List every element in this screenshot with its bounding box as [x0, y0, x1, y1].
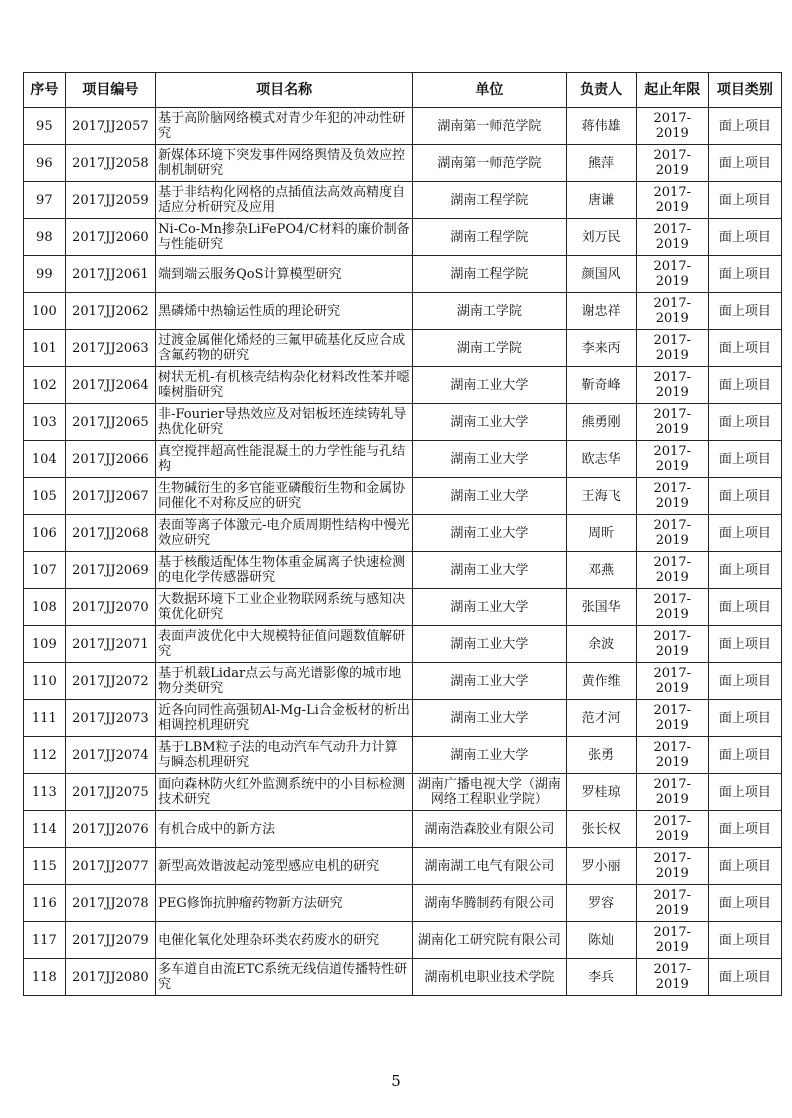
cell-project-id: 2017JJ2063 — [65, 330, 155, 367]
cell-type: 面上项目 — [708, 145, 781, 182]
cell-project-name: 表面声波优化中大规模特征值问题数值解研究 — [156, 626, 413, 663]
cell-type: 面上项目 — [708, 108, 781, 145]
header-name: 项目名称 — [156, 73, 413, 108]
cell-type: 面上项目 — [708, 515, 781, 552]
cell-project-name: 新媒体环境下突发事件网络舆情及负效应控制机制研究 — [156, 145, 413, 182]
table-row — [24, 515, 782, 552]
table-row — [24, 330, 782, 367]
cell-project-name: Ni-Co-Mn掺杂LiFePO4/C材料的廉价制备与性能研究 — [156, 219, 413, 256]
cell-project-name: 大数据环境下工业企业物联网系统与感知决策优化研究 — [156, 589, 413, 626]
cell-project-id: 2017JJ2072 — [65, 663, 155, 700]
cell-project-name: 黑磷烯中热输运性质的理论研究 — [156, 293, 413, 330]
cell-type: 面上项目 — [708, 922, 781, 959]
cell-unit: 湖南工业大学 — [413, 700, 566, 737]
cell-project-name: 近各向同性高强韧Al-Mg-Li合金板材的析出相调控机理研究 — [156, 700, 413, 737]
table-row — [24, 293, 782, 330]
cell-project-name: 基于核酸适配体生物体重金属离子快速检测的电化学传感器研究 — [156, 552, 413, 589]
cell-no: 99 — [24, 256, 66, 293]
page-number: 5 — [391, 1072, 401, 1090]
table-row — [24, 404, 782, 441]
cell-project-id: 2017JJ2059 — [65, 182, 155, 219]
cell-years: 2017-2019 — [636, 478, 708, 515]
cell-no: 115 — [24, 848, 66, 885]
cell-years: 2017-2019 — [636, 811, 708, 848]
cell-project-name: 基于非结构化网格的点插值法高效高精度自适应分析研究及应用 — [156, 182, 413, 219]
cell-project-id: 2017JJ2065 — [65, 404, 155, 441]
cell-project-name: 电催化氧化处理杂环类农药废水的研究 — [156, 922, 413, 959]
table-row — [24, 774, 782, 811]
header-no: 序号 — [24, 73, 66, 108]
cell-project-id: 2017JJ2061 — [65, 256, 155, 293]
cell-no: 95 — [24, 108, 66, 145]
cell-project-name: PEG修饰抗肿瘤药物新方法研究 — [156, 885, 413, 922]
cell-project-id: 2017JJ2078 — [65, 885, 155, 922]
cell-unit: 湖南湖工电气有限公司 — [413, 848, 566, 885]
cell-project-id: 2017JJ2057 — [65, 108, 155, 145]
cell-project-id: 2017JJ2067 — [65, 478, 155, 515]
table-row — [24, 811, 782, 848]
cell-years: 2017-2019 — [636, 885, 708, 922]
header-years: 起止年限 — [636, 73, 708, 108]
cell-type: 面上项目 — [708, 219, 781, 256]
cell-type: 面上项目 — [708, 700, 781, 737]
cell-project-id: 2017JJ2064 — [65, 367, 155, 404]
cell-no: 116 — [24, 885, 66, 922]
cell-project-id: 2017JJ2071 — [65, 626, 155, 663]
table-row — [24, 700, 782, 737]
table-row — [24, 663, 782, 700]
cell-type: 面上项目 — [708, 663, 781, 700]
cell-leader: 陈灿 — [566, 922, 636, 959]
cell-project-id: 2017JJ2079 — [65, 922, 155, 959]
cell-unit: 湖南工程学院 — [413, 182, 566, 219]
table-row — [24, 848, 782, 885]
cell-years: 2017-2019 — [636, 330, 708, 367]
cell-type: 面上项目 — [708, 478, 781, 515]
cell-years: 2017-2019 — [636, 367, 708, 404]
table-row — [24, 367, 782, 404]
cell-leader: 熊萍 — [566, 145, 636, 182]
table-row — [24, 626, 782, 663]
cell-no: 112 — [24, 737, 66, 774]
cell-type: 面上项目 — [708, 367, 781, 404]
cell-years: 2017-2019 — [636, 774, 708, 811]
cell-years: 2017-2019 — [636, 922, 708, 959]
cell-no: 101 — [24, 330, 66, 367]
cell-no: 96 — [24, 145, 66, 182]
cell-project-name: 表面等离子体激元-电介质周期性结构中慢光效应研究 — [156, 515, 413, 552]
cell-leader: 罗小丽 — [566, 848, 636, 885]
cell-type: 面上项目 — [708, 330, 781, 367]
cell-unit: 湖南工程学院 — [413, 256, 566, 293]
cell-unit: 湖南浩森胶业有限公司 — [413, 811, 566, 848]
cell-years: 2017-2019 — [636, 256, 708, 293]
table-row — [24, 552, 782, 589]
cell-years: 2017-2019 — [636, 404, 708, 441]
cell-no: 113 — [24, 774, 66, 811]
header-lead: 负责人 — [566, 73, 636, 108]
cell-no: 102 — [24, 367, 66, 404]
table-row — [24, 441, 782, 478]
cell-years: 2017-2019 — [636, 959, 708, 996]
cell-years: 2017-2019 — [636, 219, 708, 256]
table-row — [24, 256, 782, 293]
cell-leader: 张国华 — [566, 589, 636, 626]
cell-years: 2017-2019 — [636, 848, 708, 885]
cell-no: 106 — [24, 515, 66, 552]
cell-no: 107 — [24, 552, 66, 589]
cell-leader: 李兵 — [566, 959, 636, 996]
table-row — [24, 182, 782, 219]
cell-years: 2017-2019 — [636, 145, 708, 182]
cell-project-id: 2017JJ2060 — [65, 219, 155, 256]
cell-no: 105 — [24, 478, 66, 515]
project-table — [23, 72, 782, 996]
cell-no: 97 — [24, 182, 66, 219]
cell-years: 2017-2019 — [636, 293, 708, 330]
cell-years: 2017-2019 — [636, 737, 708, 774]
cell-leader: 靳奇峰 — [566, 367, 636, 404]
cell-no: 108 — [24, 589, 66, 626]
cell-unit: 湖南机电职业技术学院 — [413, 959, 566, 996]
cell-type: 面上项目 — [708, 885, 781, 922]
cell-leader: 欧志华 — [566, 441, 636, 478]
cell-project-id: 2017JJ2077 — [65, 848, 155, 885]
table-row — [24, 145, 782, 182]
cell-project-id: 2017JJ2062 — [65, 293, 155, 330]
cell-years: 2017-2019 — [636, 552, 708, 589]
table-header-row — [24, 73, 782, 108]
cell-project-name: 过渡金属催化烯烃的三氟甲硫基化反应合成含氟药物的研究 — [156, 330, 413, 367]
cell-project-id: 2017JJ2075 — [65, 774, 155, 811]
cell-project-name: 基于高阶脑网络模式对青少年犯的冲动性研究 — [156, 108, 413, 145]
cell-no: 104 — [24, 441, 66, 478]
table-row — [24, 737, 782, 774]
table-row — [24, 219, 782, 256]
header-unit: 单位 — [413, 73, 566, 108]
cell-project-name: 多车道自由流ETC系统无线信道传播特性研究 — [156, 959, 413, 996]
table-row — [24, 959, 782, 996]
cell-unit: 湖南化工研究院有限公司 — [413, 922, 566, 959]
cell-years: 2017-2019 — [636, 441, 708, 478]
cell-project-name: 有机合成中的新方法 — [156, 811, 413, 848]
cell-type: 面上项目 — [708, 811, 781, 848]
cell-no: 109 — [24, 626, 66, 663]
cell-no: 103 — [24, 404, 66, 441]
cell-project-id: 2017JJ2069 — [65, 552, 155, 589]
cell-leader: 王海飞 — [566, 478, 636, 515]
cell-no: 114 — [24, 811, 66, 848]
cell-no: 98 — [24, 219, 66, 256]
cell-unit: 湖南工业大学 — [413, 552, 566, 589]
cell-leader: 邓燕 — [566, 552, 636, 589]
cell-unit: 湖南工业大学 — [413, 515, 566, 552]
cell-leader: 唐谦 — [566, 182, 636, 219]
table-body — [24, 108, 782, 996]
cell-type: 面上项目 — [708, 182, 781, 219]
cell-project-name: 基于LBM粒子法的电动汽车气动升力计算与瞬态机理研究 — [156, 737, 413, 774]
cell-no: 110 — [24, 663, 66, 700]
cell-project-name: 基于机载Lidar点云与高光谱影像的城市地物分类研究 — [156, 663, 413, 700]
cell-project-name: 生物碱衍生的多官能亚磷酸衍生物和金属协同催化不对称反应的研究 — [156, 478, 413, 515]
table-row — [24, 922, 782, 959]
cell-no: 118 — [24, 959, 66, 996]
cell-type: 面上项目 — [708, 552, 781, 589]
cell-project-name: 面向森林防火红外监测系统中的小目标检测技术研究 — [156, 774, 413, 811]
cell-leader: 罗桂琼 — [566, 774, 636, 811]
cell-leader: 熊勇刚 — [566, 404, 636, 441]
cell-type: 面上项目 — [708, 404, 781, 441]
cell-project-id: 2017JJ2058 — [65, 145, 155, 182]
cell-no: 111 — [24, 700, 66, 737]
cell-project-name: 树状无机-有机核壳结构杂化材料改性苯并噁嗪树脂研究 — [156, 367, 413, 404]
cell-no: 100 — [24, 293, 66, 330]
cell-type: 面上项目 — [708, 774, 781, 811]
cell-leader: 黄作维 — [566, 663, 636, 700]
cell-unit: 湖南工业大学 — [413, 663, 566, 700]
cell-years: 2017-2019 — [636, 700, 708, 737]
cell-years: 2017-2019 — [636, 589, 708, 626]
cell-years: 2017-2019 — [636, 626, 708, 663]
cell-unit: 湖南工业大学 — [413, 478, 566, 515]
cell-type: 面上项目 — [708, 589, 781, 626]
cell-project-id: 2017JJ2068 — [65, 515, 155, 552]
cell-project-name: 端到端云服务QoS计算模型研究 — [156, 256, 413, 293]
cell-unit: 湖南工业大学 — [413, 367, 566, 404]
cell-unit: 湖南工业大学 — [413, 626, 566, 663]
cell-unit: 湖南广播电视大学（湖南网络工程职业学院） — [413, 774, 566, 811]
cell-leader: 余波 — [566, 626, 636, 663]
cell-leader: 李来丙 — [566, 330, 636, 367]
cell-project-id: 2017JJ2076 — [65, 811, 155, 848]
cell-leader: 范才河 — [566, 700, 636, 737]
cell-years: 2017-2019 — [636, 108, 708, 145]
cell-years: 2017-2019 — [636, 515, 708, 552]
cell-no: 117 — [24, 922, 66, 959]
cell-unit: 湖南工程学院 — [413, 219, 566, 256]
cell-unit: 湖南工学院 — [413, 293, 566, 330]
cell-unit: 湖南第一师范学院 — [413, 108, 566, 145]
cell-unit: 湖南第一师范学院 — [413, 145, 566, 182]
cell-unit: 湖南工业大学 — [413, 404, 566, 441]
cell-unit: 湖南工业大学 — [413, 589, 566, 626]
cell-type: 面上项目 — [708, 848, 781, 885]
table-row — [24, 885, 782, 922]
cell-project-id: 2017JJ2073 — [65, 700, 155, 737]
cell-unit: 湖南华腾制药有限公司 — [413, 885, 566, 922]
table-row — [24, 478, 782, 515]
cell-project-id: 2017JJ2080 — [65, 959, 155, 996]
cell-leader: 谢忠祥 — [566, 293, 636, 330]
cell-unit: 湖南工业大学 — [413, 441, 566, 478]
cell-project-id: 2017JJ2074 — [65, 737, 155, 774]
cell-type: 面上项目 — [708, 293, 781, 330]
table-row — [24, 589, 782, 626]
cell-type: 面上项目 — [708, 256, 781, 293]
cell-project-id: 2017JJ2070 — [65, 589, 155, 626]
cell-type: 面上项目 — [708, 737, 781, 774]
header-type: 项目类别 — [708, 73, 781, 108]
cell-leader: 蒋伟雄 — [566, 108, 636, 145]
header-id: 项目编号 — [65, 73, 155, 108]
cell-leader: 罗容 — [566, 885, 636, 922]
cell-project-name: 新型高效谐波起动笼型感应电机的研究 — [156, 848, 413, 885]
cell-leader: 周昕 — [566, 515, 636, 552]
cell-project-name: 非-Fourier导热效应及对铝板坯连续铸轧导热优化研究 — [156, 404, 413, 441]
cell-years: 2017-2019 — [636, 182, 708, 219]
cell-unit: 湖南工学院 — [413, 330, 566, 367]
cell-unit: 湖南工业大学 — [413, 737, 566, 774]
cell-type: 面上项目 — [708, 626, 781, 663]
cell-project-name: 真空搅拌超高性能混凝土的力学性能与孔结构 — [156, 441, 413, 478]
table-row — [24, 108, 782, 145]
cell-leader: 颜国风 — [566, 256, 636, 293]
cell-type: 面上项目 — [708, 959, 781, 996]
cell-leader: 刘万民 — [566, 219, 636, 256]
cell-type: 面上项目 — [708, 441, 781, 478]
cell-leader: 张长权 — [566, 811, 636, 848]
cell-leader: 张勇 — [566, 737, 636, 774]
cell-project-id: 2017JJ2066 — [65, 441, 155, 478]
cell-years: 2017-2019 — [636, 663, 708, 700]
